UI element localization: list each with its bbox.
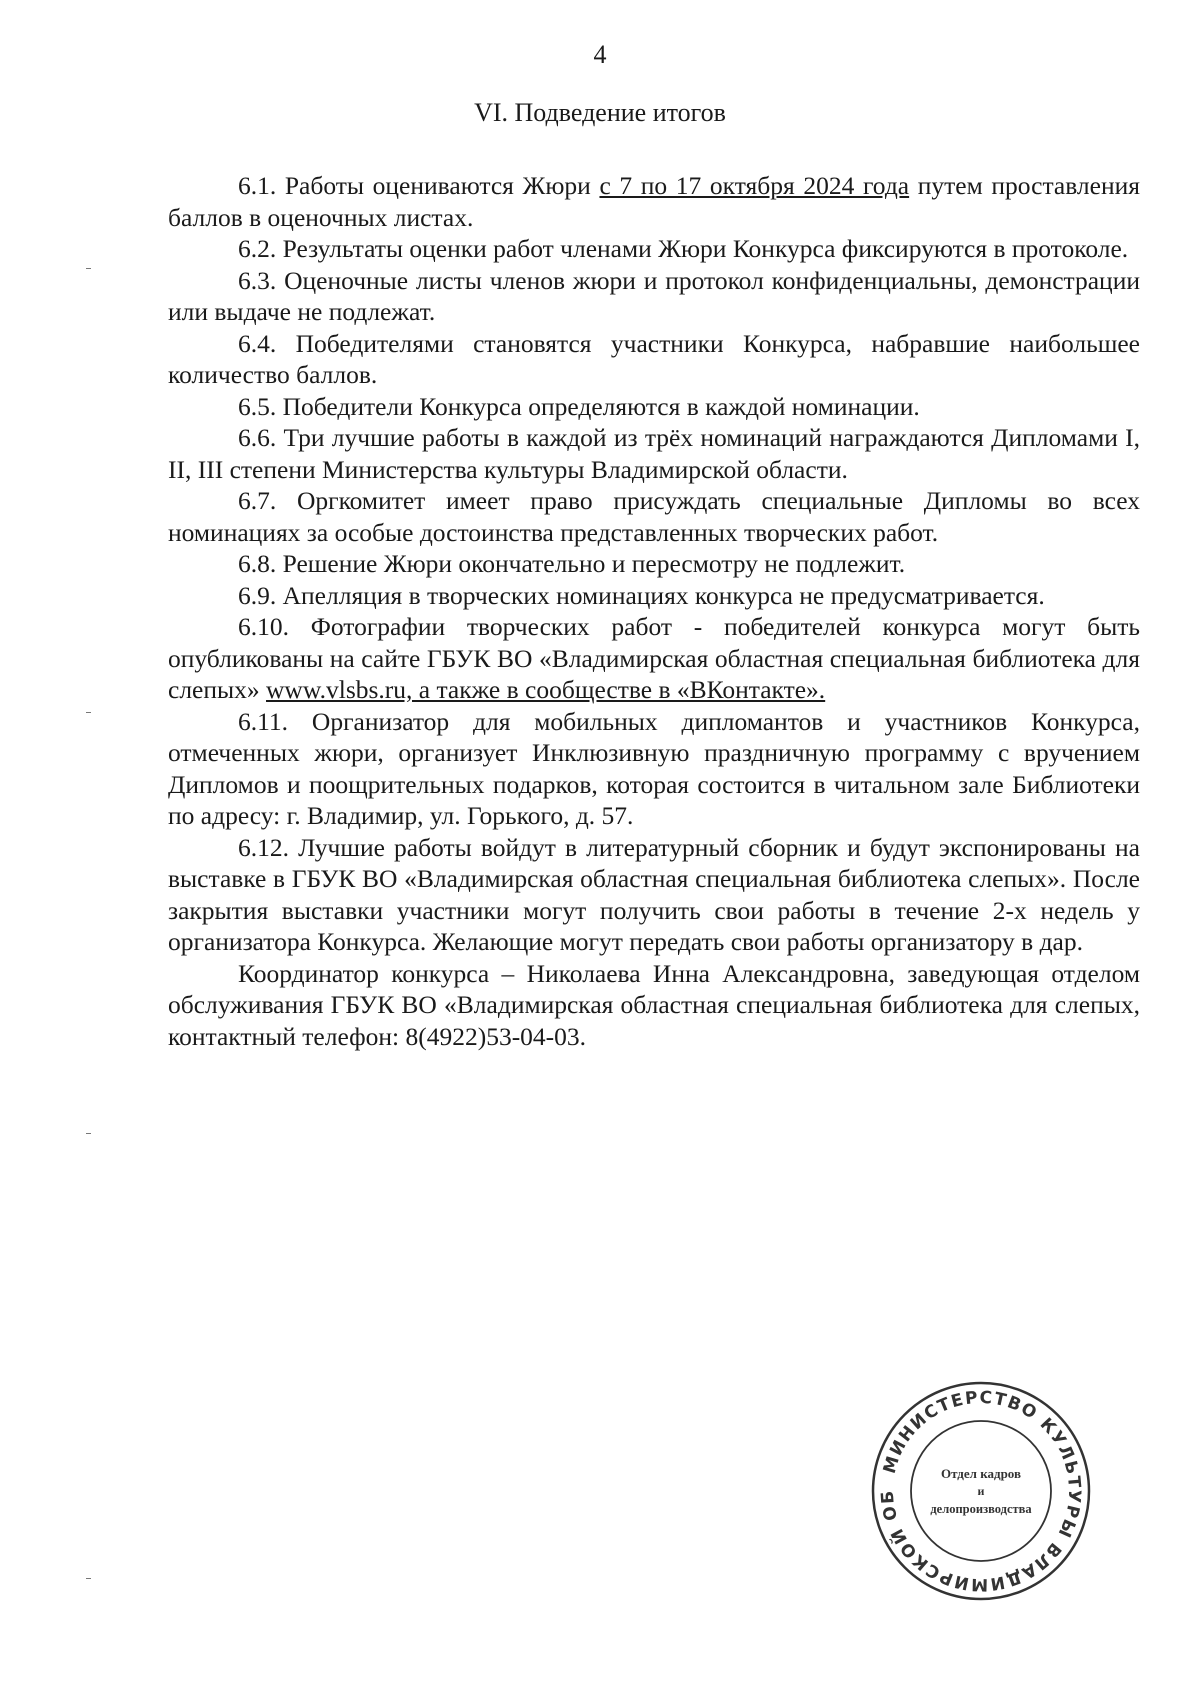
- section-title: VI. Подведение итогов: [474, 98, 726, 127]
- stamp-line-3: делопроизводства: [930, 1502, 1032, 1516]
- paragraph-6-4: 6.4. Победителями становятся участники Конкурса, набравшие наибольшее количество баллов.: [168, 328, 1140, 389]
- paragraph-6-2: 6.2. Результаты оценки работ членами Жюри Конкурса фиксируются в протоколе.: [238, 234, 1129, 263]
- paragraph-6-11: 6.11. Организатор для мобильных дипломантов и участников Конкурса, отмеченных жюри, организует Инклюзивную праздничную программу с вручением Дипломов и поощрительных подарков, которая состоится в читальном зале Библиотеки по адресу: г. Владимир, ул. Горького, д. 57.: [168, 706, 1140, 830]
- stamp-ring-text: МИНИСТЕРСТВО КУЛЬТУРЫ ВЛАДИМИРСКОЙ ОБ: [877, 1387, 1085, 1595]
- paragraph-6-3: 6.3. Оценочные листы членов жюри и протокол конфиденциальны, демонстрации или выдаче не подлежат.: [168, 265, 1140, 326]
- website-link[interactable]: www.vlsbs.ru, а также в сообществе в «ВКонтакте».: [266, 675, 826, 704]
- paragraph-6-1-end: путем проставления баллов в оценочных листах.: [168, 171, 1140, 232]
- page-number: 4: [593, 40, 607, 69]
- paragraph-6-9: 6.9. Апелляция в творческих номинациях конкурса не предусматривается.: [238, 580, 1045, 610]
- margin-scan-mark: [86, 268, 91, 269]
- stamp-line-1: Отдел кадров: [940, 1466, 1022, 1481]
- document-body: [168, 170, 1140, 1052]
- paragraph-6-6: 6.6. Три лучшие работы в каждой из трёх номинаций награждаются Дипломами I, II, III степени Министерства культуры Владимирской области.: [168, 423, 1140, 484]
- margin-scan-mark: [86, 1578, 91, 1579]
- paragraph-6-1-start: 6.1. Работы оцениваются Жюри: [238, 171, 600, 200]
- paragraph-6-8: 6.8. Решение Жюри окончательно и пересмотру не подлежит.: [238, 549, 906, 578]
- evaluation-dates: с 7 по 17 октября 2024 года: [599, 171, 910, 200]
- paragraph-6-7: 6.7. Оргкомитет имеет право присуждать специальные Дипломы во всех номинациях за особые достоинства представленных творческих работ.: [168, 486, 1140, 547]
- official-stamp: [866, 1376, 1096, 1606]
- paragraph-6-5: 6.5. Победители Конкурса определяются в каждой номинации.: [238, 391, 920, 421]
- paragraph-6-12: 6.12. Лучшие работы войдут в литературный сборник и будут экспонированы на выставке в ГБУК ВО «Владимирская областная специальная библиотека слепых». После закрытия выставки участники могут получить свои работы в течение 2-х недель у организатора Конкурса. Желающие могут передать свои работы организатору в дар.: [168, 832, 1140, 956]
- paragraph-6-1: [168, 170, 1140, 233]
- stamp-seal-icon: [866, 1376, 1096, 1606]
- coordinator-paragraph: Координатор конкурса – Николаева Инна Александровна, заведующая отделом обслуживания ГБУК ВО «Владимирская областная специальная библиотека для слепых, контактный телефон: 8(4922)53-04-03.: [168, 958, 1140, 1051]
- stamp-line-2: и: [977, 1484, 985, 1498]
- paragraph-6-10-text: 6.10. Фотографии творческих работ - победителей конкурса могут быть опубликованы на сайте ГБУК ВО «Владимирская областная специальная библиотека для слепых»: [168, 612, 1140, 704]
- paragraph-6-10: [168, 611, 1140, 706]
- margin-scan-mark: [86, 1133, 91, 1134]
- margin-scan-mark: [86, 712, 91, 713]
